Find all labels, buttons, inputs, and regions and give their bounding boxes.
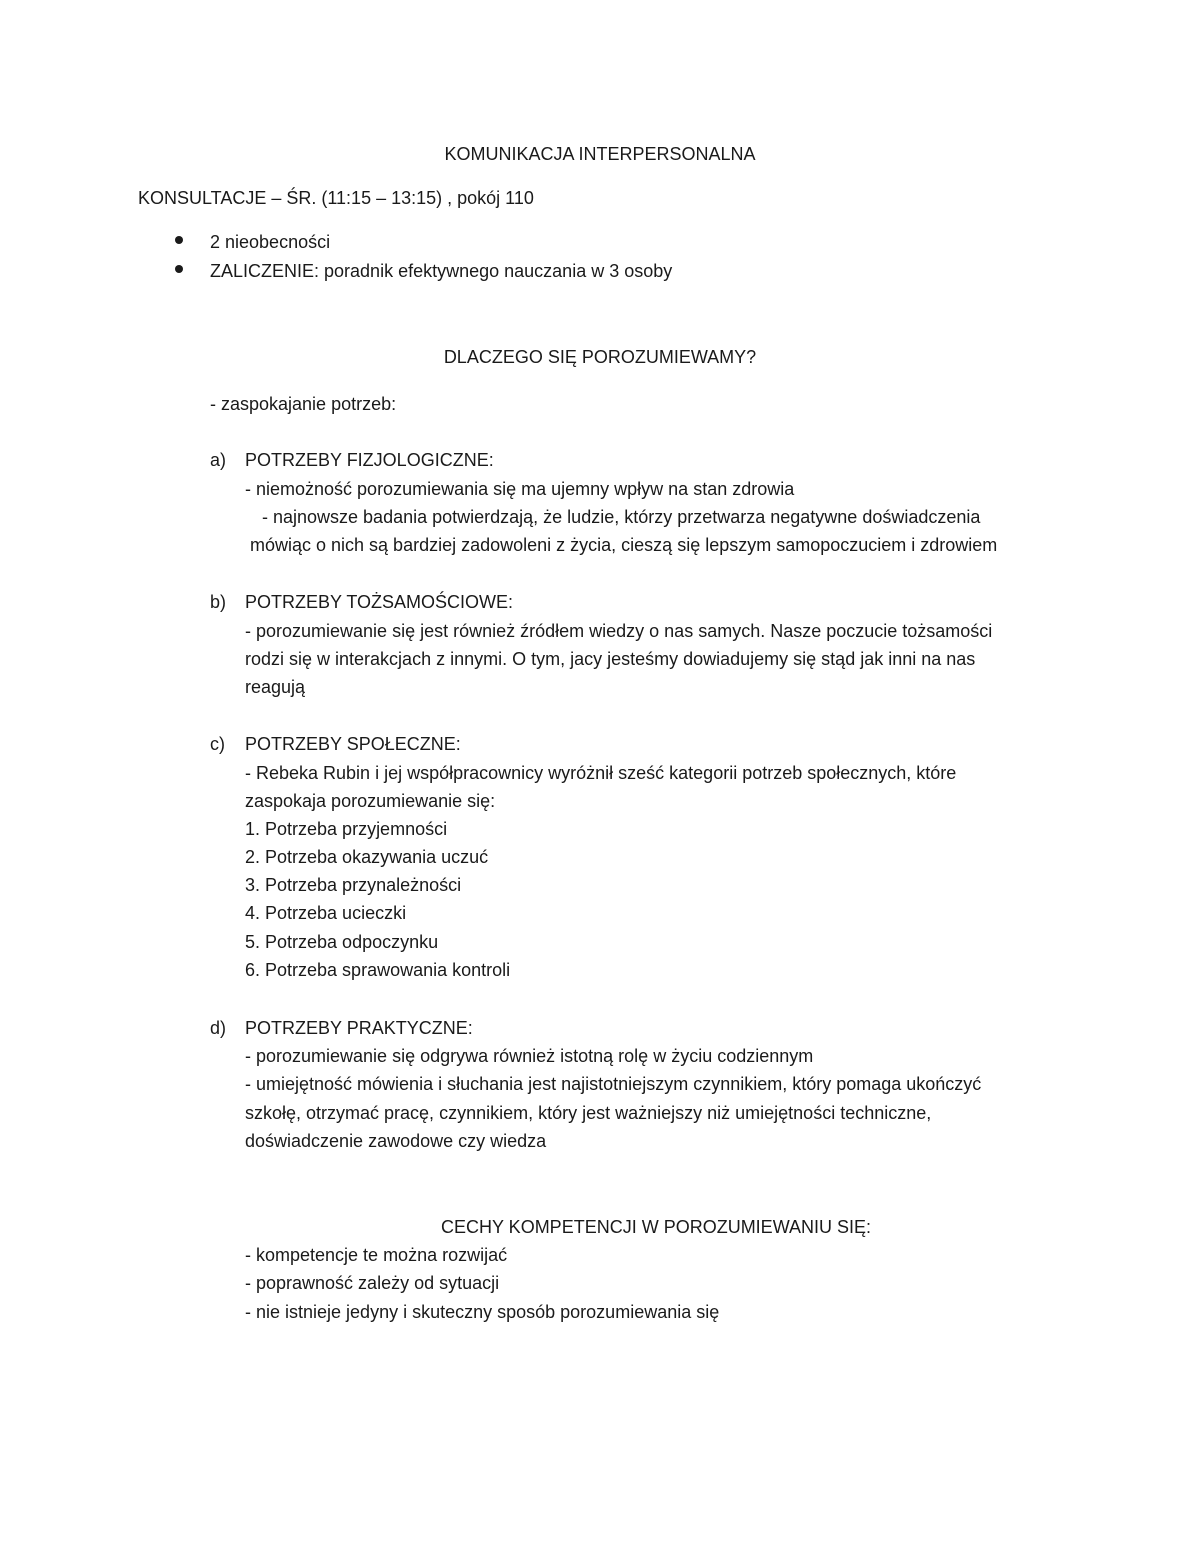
- item-line: doświadczenie zawodowe czy wiedza: [245, 1131, 547, 1151]
- item-heading: POTRZEBY PRAKTYCZNE:: [245, 1018, 473, 1038]
- numbered-item: 6. Potrzeba sprawowania kontroli: [245, 960, 511, 980]
- list-marker: c): [210, 734, 225, 754]
- section-heading: DLACZEGO SIĘ POROZUMIEWAMY?: [443, 347, 757, 367]
- item-line: reagują: [245, 677, 306, 697]
- list-marker: d): [210, 1018, 227, 1038]
- item-line: - porozumiewanie się jest również źródłem wiedzy o nas samych. Nasze poczucie tożsamości: [245, 621, 993, 641]
- item-heading: POTRZEBY FIZJOLOGICZNE:: [245, 450, 494, 470]
- item-line: rodzi się w interakcjach z innymi. O tym, jacy jesteśmy dowiadujemy się stąd jak inni na nas: [245, 649, 976, 669]
- item-line: szkołę, otrzymać pracę, czynnikiem, który jest ważniejszy niż umiejętności techniczne,: [245, 1103, 932, 1123]
- item-heading: POTRZEBY SPOŁECZNE:: [245, 734, 461, 754]
- numbered-item: 2. Potrzeba okazywania uczuć: [245, 847, 489, 867]
- section-intro: - zaspokajanie potrzeb:: [210, 394, 397, 414]
- numbered-item: 4. Potrzeba ucieczki: [245, 903, 407, 923]
- bullet-icon: [175, 236, 183, 244]
- numbered-item: 3. Potrzeba przynależności: [245, 875, 462, 895]
- item-line: zaspokaja porozumiewanie się:: [245, 791, 496, 811]
- item-line: - nie istnieje jedyny i skuteczny sposób porozumiewania się: [245, 1302, 720, 1322]
- item-line: - porozumiewanie się odgrywa również istotną rolę w życiu codziennym: [245, 1046, 814, 1066]
- item-heading: POTRZEBY TOŻSAMOŚCIOWE:: [245, 592, 514, 612]
- document-title: KOMUNIKACJA INTERPERSONALNA: [444, 144, 756, 164]
- list-marker: a): [210, 450, 227, 470]
- item-line: - niemożność porozumiewania się ma ujemny wpływ na stan zdrowia: [245, 479, 795, 499]
- bullet-item: ZALICZENIE: poradnik efektywnego nauczania w 3 osoby: [210, 261, 673, 281]
- item-line: - umiejętność mówienia i słuchania jest najistotniejszym czynnikiem, który pomaga ukończyć: [245, 1074, 982, 1094]
- item-line: - kompetencje te można rozwijać: [245, 1245, 508, 1265]
- item-line: mówiąc o nich są bardziej zadowoleni z życia, cieszą się lepszym samopoczuciem i zdrowiem: [250, 535, 998, 555]
- numbered-item: 5. Potrzeba odpoczynku: [245, 932, 439, 952]
- section-heading: CECHY KOMPETENCJI W POROZUMIEWANIU SIĘ:: [441, 1217, 872, 1237]
- bullet-item: 2 nieobecności: [210, 232, 331, 252]
- item-line: - Rebeka Rubin i jej współpracownicy wyróżnił sześć kategorii potrzeb społecznych, które: [245, 763, 957, 783]
- list-marker: b): [210, 592, 227, 612]
- item-line: - poprawność zależy od sytuacji: [245, 1273, 500, 1293]
- numbered-item: 1. Potrzeba przyjemności: [245, 819, 448, 839]
- bullet-icon: [175, 265, 183, 273]
- item-line: - najnowsze badania potwierdzają, że ludzie, którzy przetwarza negatywne doświadczenia: [262, 507, 981, 527]
- consultation-line: KONSULTACJE – ŚR. (11:15 – 13:15) , pokój 110: [138, 188, 534, 208]
